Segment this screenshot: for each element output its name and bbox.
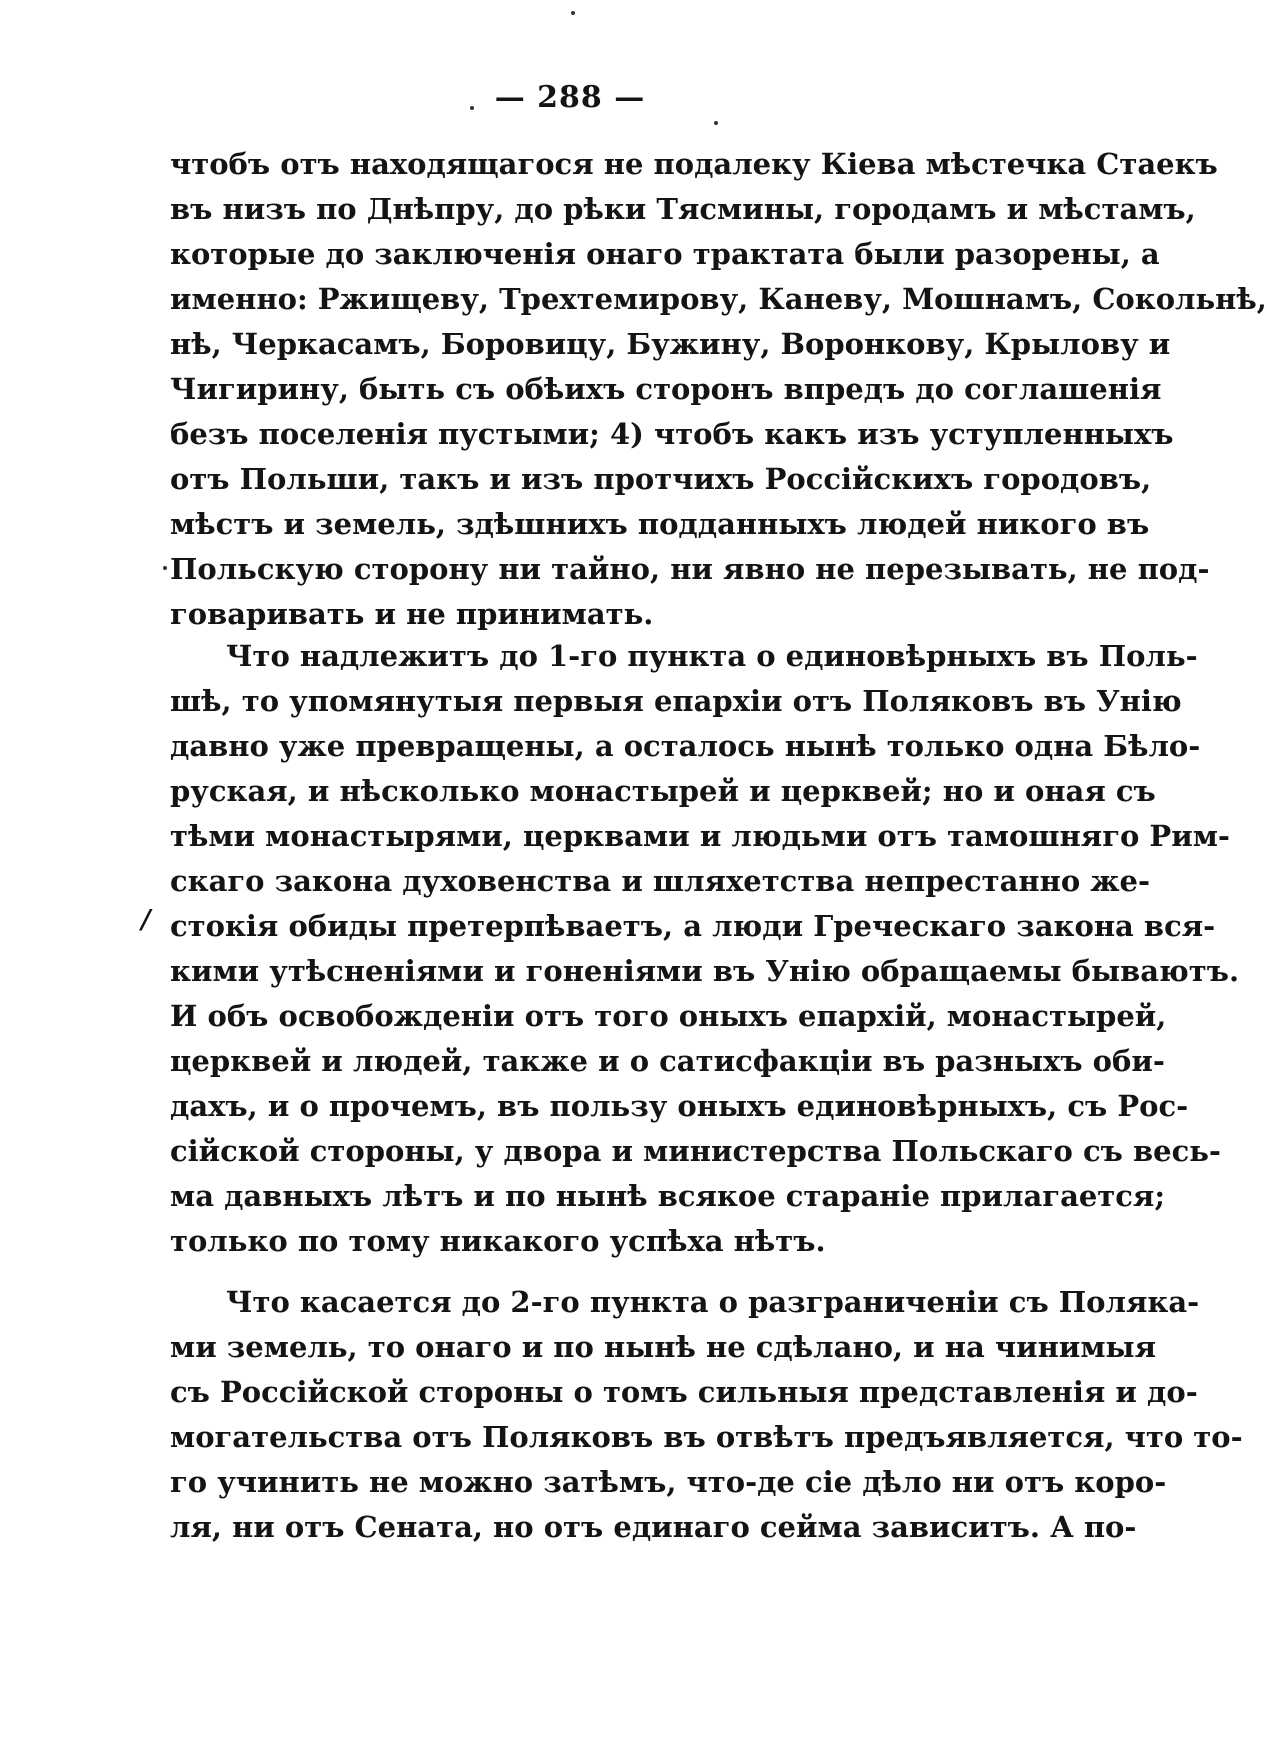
text-line: давно уже превращены, а осталось нынѣ только одна Бѣло- [170,729,1201,763]
text-line: могательства отъ Поляковъ въ отвѣтъ предъявляется, что то- [170,1420,1243,1454]
text-line: тѣми монастырями, церквами и людьми отъ тамошняго Рим- [170,819,1230,853]
text-line: которые до заключенія онаго трактата были разорены, а [170,237,1160,271]
text-line: съ Россійской стороны о томъ сильныя представленія и до- [170,1375,1198,1409]
text-line: дахъ, и о прочемъ, въ пользу оныхъ единовѣрныхъ, съ Рос- [170,1089,1189,1123]
text-line: скаго закона духовенства и шляхетства непрестанно же- [170,864,1151,898]
speck-dot [571,11,575,15]
text-line: го учинить не можно затѣмъ, что-де сіе дѣло ни отъ коро- [170,1465,1167,1499]
text-line: Что касается до 2-го пункта о разграниченіи съ Поляка- [226,1285,1200,1319]
paragraph-3 [170,1280,1243,1550]
text-line: говаривать и не принимать. [170,597,654,631]
text-line: Чигирину, быть съ обѣихъ сторонъ впредъ до соглашенія [170,372,1162,406]
text-line: чтобъ отъ находящагося не подалеку Кіева мѣстечка Стаекъ [170,147,1218,181]
text-line: ми земель, то онаго и по нынѣ не сдѣлано, и на чинимыя [170,1330,1156,1364]
text-line: отъ Польши, такъ и изъ протчихъ Россійскихъ городовъ, [170,462,1152,496]
text-line: сійской стороны, у двора и министерства Польскаго съ весь- [170,1134,1221,1168]
text-line: ма давныхъ лѣтъ и по нынѣ всякое стараніе прилагается; [170,1179,1166,1213]
text-line: мѣстъ и земель, здѣшнихъ подданныхъ людей никого въ [170,507,1150,541]
text-line: стокія обиды претерпѣваетъ, а люди Греческаго закона вся- [170,909,1216,943]
text-line: шѣ, то упомянутыя первыя епархіи отъ Поляковъ въ Унію [170,684,1182,718]
paragraph-2 [170,634,1240,1264]
text-line: ля, ни отъ Сената, но отъ единаго сейма зависитъ. А по- [170,1510,1137,1544]
page-number: — 288 — [494,80,646,115]
text-line: Что надлежитъ до 1-го пункта о единовѣрныхъ въ Поль- [226,639,1198,673]
text-line: руская, и нѣсколько монастырей и церквей; но и оная съ [170,774,1156,808]
text-line: въ низъ по Днѣпру, до рѣки Тясмины, городамъ и мѣстамъ, [170,192,1196,226]
margin-mark: / [141,905,151,935]
text-line: безъ поселенія пустыми; 4) чтобъ какъ изъ уступленныхъ [170,417,1174,451]
paragraph-1 [170,142,1267,637]
text-line: именно: Ржищеву, Трехтемирову, Каневу, Мошнамъ, Сокольнѣ, [170,282,1267,316]
text-line: нѣ, Черкасамъ, Боровицу, Бужину, Воронкову, Крылову и [170,327,1171,361]
speck-dot [163,566,167,570]
speck-dot [470,106,474,110]
text-line: только по тому никакого успѣха нѣтъ. [170,1224,826,1258]
text-line: кими утѣсненіями и гоненіями въ Унію обращаемы бываютъ. [170,954,1240,988]
speck-dot [714,121,718,125]
text-line: церквей и людей, также и о сатисфакціи въ разныхъ оби- [170,1044,1165,1078]
text-line: И объ освобожденіи отъ того оныхъ епархій, монастырей, [170,999,1167,1033]
text-line: Польскую сторону ни тайно, ни явно не перезывать, не под- [170,552,1210,586]
